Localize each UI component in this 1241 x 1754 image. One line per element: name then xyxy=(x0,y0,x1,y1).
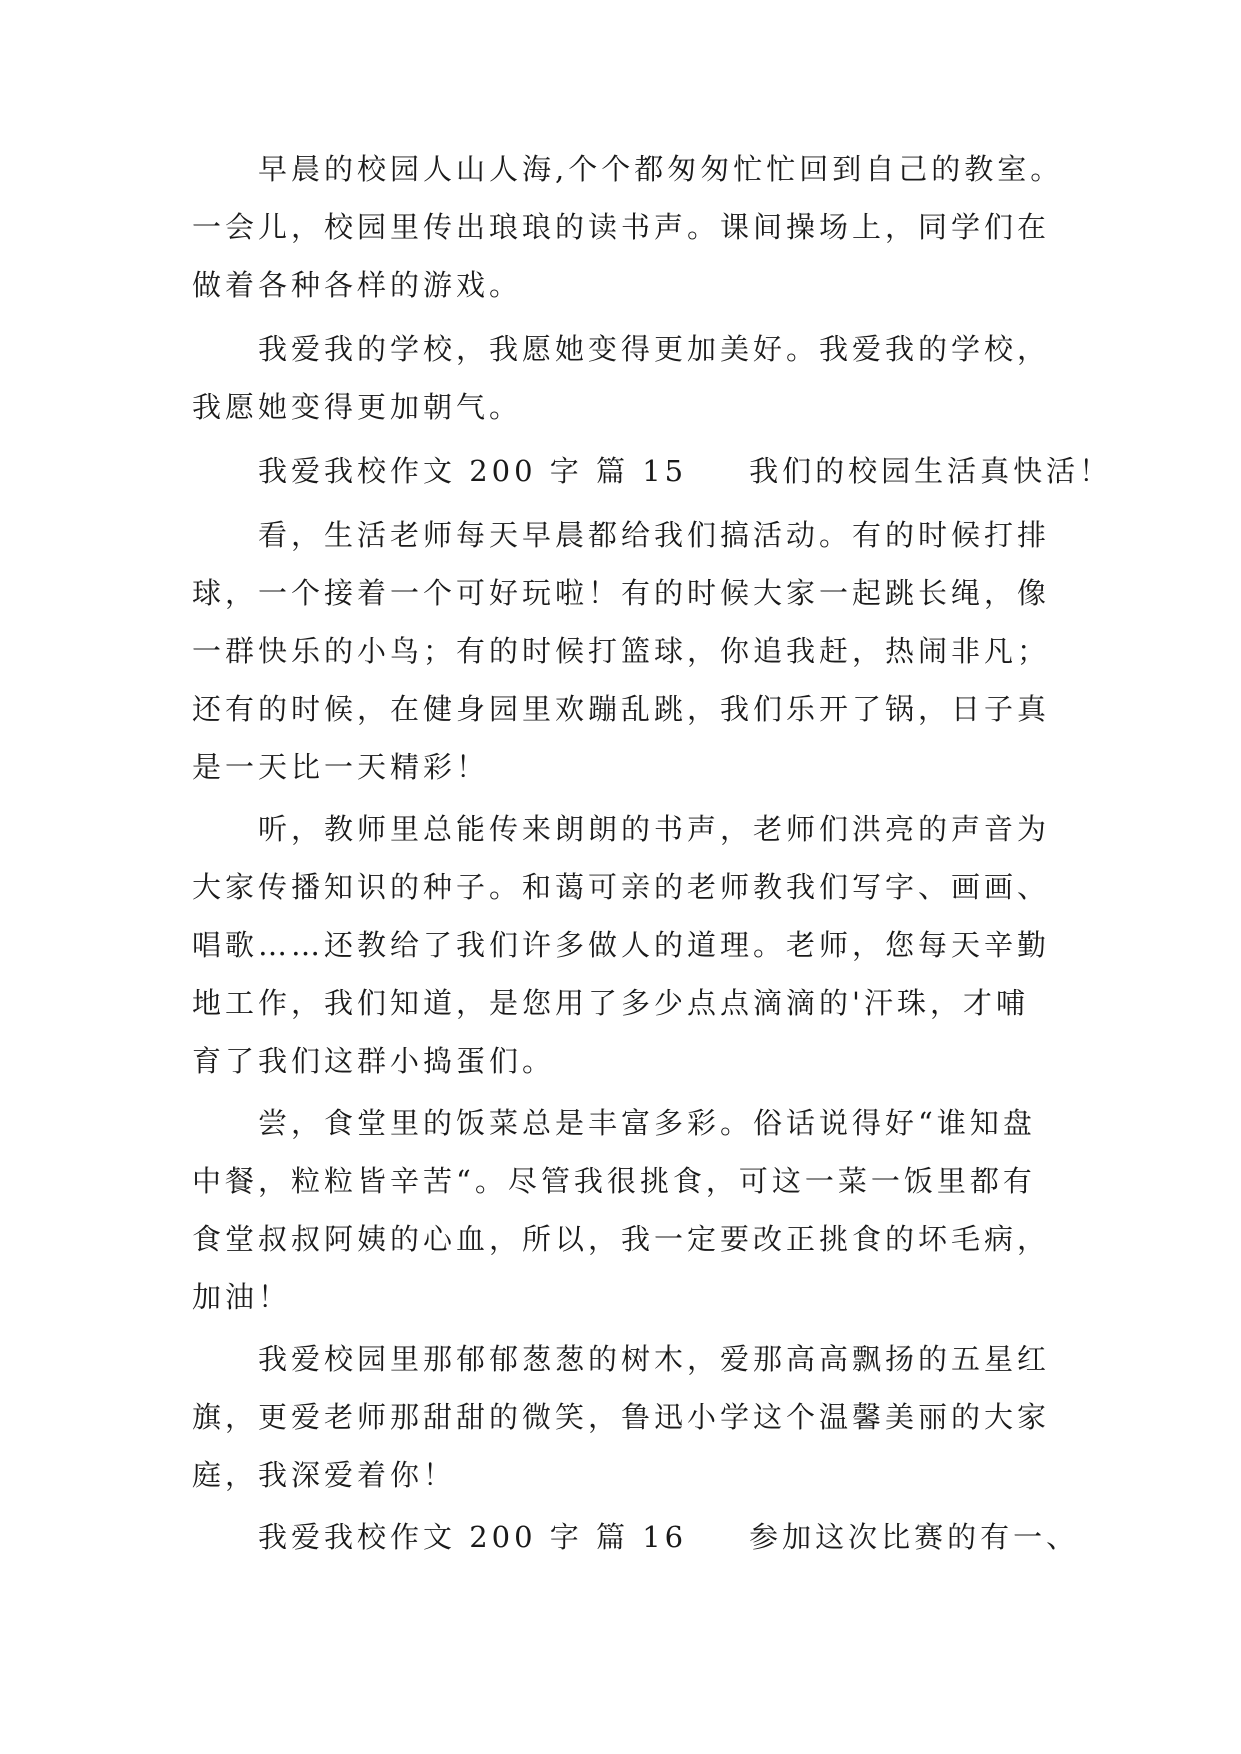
paragraph-line: 加油！ xyxy=(192,1280,292,1314)
paragraph-line: 食堂叔叔阿姨的心血，所以，我一定要改正挑食的坏毛病， xyxy=(192,1222,1051,1256)
paragraph-line: 听，教师里总能传来朗朗的书声，老师们洪亮的声音为 xyxy=(258,812,1051,846)
paragraph-line: 中餐，粒粒皆辛苦“。尽管我很挑食，可这一菜一饭里都有 xyxy=(192,1164,1036,1198)
paragraph-line: 还有的时候，在健身园里欢蹦乱跳，我们乐开了锅，日子真 xyxy=(192,692,1051,726)
paragraph-line: 早晨的校园人山人海,个个都匆匆忙忙回到自己的教室。 xyxy=(258,152,1064,186)
paragraph-line: 大家传播知识的种子。和蔼可亲的老师教我们写字、画画、 xyxy=(192,870,1051,904)
heading-label: 我爱我校作文 200 字 篇 15 xyxy=(258,454,688,488)
paragraph-line: 我爱校园里那郁郁葱葱的树木，爱那高高飘扬的五星红 xyxy=(258,1342,1051,1376)
paragraph-line: 尝，食堂里的饭菜总是丰富多彩。俗话说得好“谁知盘 xyxy=(258,1106,1036,1140)
paragraph-line: 做着各种各样的游戏。 xyxy=(192,268,523,302)
paragraph-line: 一会儿，校园里传出琅琅的读书声。课间操场上，同学们在 xyxy=(192,210,1051,244)
paragraph-line: 地工作，我们知道，是您用了多少点点滴滴的'汗珠，才哺 xyxy=(192,986,1029,1020)
paragraph-line: 是一天比一天精彩！ xyxy=(192,750,490,784)
paragraph-line: 我爱我的学校，我愿她变得更加美好。我爱我的学校， xyxy=(258,332,1051,366)
paragraph-line: 庭，我深爱着你！ xyxy=(192,1458,457,1492)
paragraph-line: 旗，更爱老师那甜甜的微笑，鲁迅小学这个温馨美丽的大家 xyxy=(192,1400,1051,1434)
section-heading-15 xyxy=(258,442,1158,500)
paragraph-line: 育了我们这群小捣蛋们。 xyxy=(192,1044,556,1078)
heading-text: 参加这次比赛的有一、 xyxy=(749,1520,1080,1554)
paragraph-line: 一群快乐的小鸟；有的时候打篮球，你追我赶，热闹非凡； xyxy=(192,634,1051,668)
heading-text: 我们的校园生活真快活！ xyxy=(749,454,1113,488)
paragraph-line: 我愿她变得更加朝气。 xyxy=(192,390,523,424)
paragraph-line: 看，生活老师每天早晨都给我们搞活动。有的时候打排 xyxy=(258,518,1051,552)
heading-label: 我爱我校作文 200 字 篇 16 xyxy=(258,1520,688,1554)
section-heading-16 xyxy=(258,1508,1158,1566)
paragraph-line: 唱歌……还教给了我们许多做人的道理。老师，您每天辛勤 xyxy=(192,928,1051,962)
paragraph-line: 球，一个接着一个可好玩啦！有的时候大家一起跳长绳，像 xyxy=(192,576,1051,610)
